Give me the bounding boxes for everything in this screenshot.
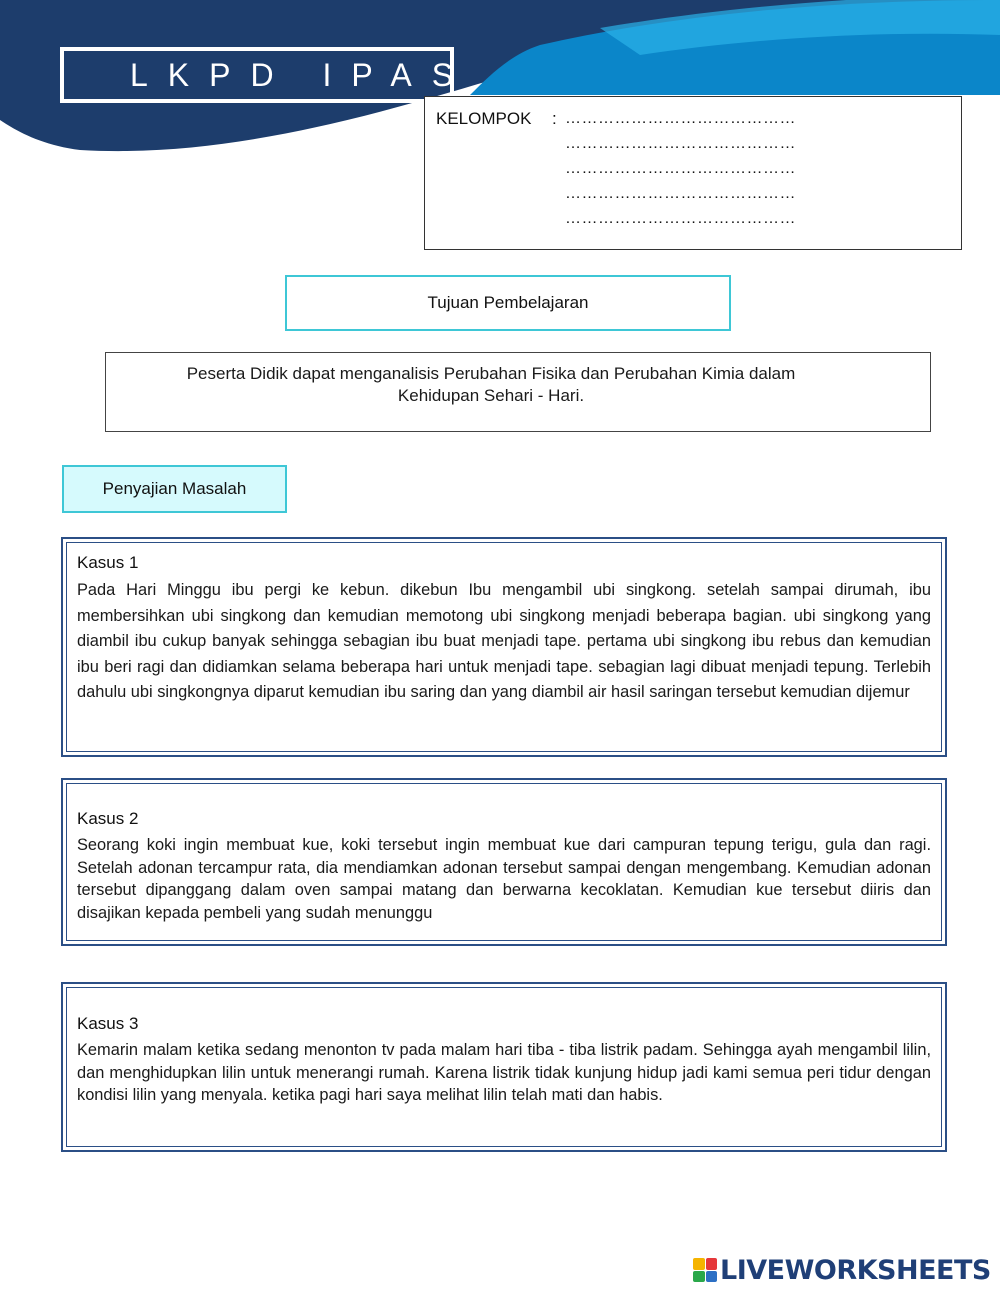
case-title: Kasus 1 (77, 553, 139, 572)
case-card-1 (61, 537, 947, 757)
kelompok-member-line[interactable]: …………………………………… (565, 210, 796, 227)
penyajian-heading: Penyajian Masalah (102, 479, 247, 498)
kelompok-label: KELOMPOK (436, 109, 532, 128)
penyajian-heading-box (62, 465, 287, 513)
case-title: Kasus 3 (77, 1014, 139, 1033)
liveworksheets-wordmark: LIVEWORKSHEETS (720, 1254, 991, 1286)
title-box (60, 47, 474, 103)
kelompok-member-line[interactable]: …………………………………… (565, 160, 796, 177)
kelompok-member-line[interactable]: …………………………………… (565, 110, 796, 127)
case-body: Kemarin malam ketika sedang menonton tv pada malam hari tiba - tiba listrik padam. Sehingga ayah mengambil lilin, dan menghidupkan lilin untuk menerangi rumah. Karena listrik tidak kunjung hidup jadi kami semua peri tidur dengan kondisi lilin yang menyala. ketika pagi hari saya melihat lilin telah mati dan habis. (77, 1041, 931, 1104)
case-card-3 (61, 982, 947, 1152)
case-title: Kasus 2 (77, 809, 139, 828)
tujuan-heading-box (285, 275, 731, 331)
case-body: Seorang koki ingin membuat kue, koki tersebut ingin membuat kue dari campuran tepung terigu, gula dan ragi. Setelah adonan tercampur rata, dia mendiamkan adonan tersebut sampai dengan mengembang. Kemudian adonan tersebut dipanggang dalam oven sampai matang dan berwarna kecoklatan. Kemudian kue tersebut diiris dan disajikan kepada pembeli yang sudah menunggu (77, 836, 931, 922)
case-body: Pada Hari Minggu ibu pergi ke kebun. dikebun Ibu mengambil ubi singkong. setelah sampai dirumah, ibu membersihkan ubi singkong dan kemudian memotong ubi singkong menjadi beberapa bagian. ubi singkong yang diambil ibu cukup banyak sehingga sebagian ibu buat menjadi tape. pertama ubi singkong ibu rebus dan kemudian ibu beri ragi dan didiamkan selama beberapa hari untuk menjadi tape. sebagian lagi dibuat menjadi tepung. Terlebih dahulu ubi singkongnya diparut kemudian ibu saring dan yang diambil air hasil saringan tersebut kemudian dijemur (77, 581, 931, 702)
kelompok-colon: : (552, 109, 557, 128)
tujuan-heading: Tujuan Pembelajaran (427, 293, 589, 312)
liveworksheets-logo-icon (693, 1258, 717, 1282)
learning-goal-text: Peserta Didik dapat menganalisis Perubahan Fisika dan Perubahan Kimia dalam Kehidupan Sehari - Hari. (186, 364, 796, 405)
kelompok-box (424, 96, 962, 250)
learning-goal-box (105, 352, 931, 432)
page-title: LKPD IPAS (130, 57, 474, 93)
kelompok-member-line[interactable]: …………………………………… (565, 135, 796, 152)
case-card-2 (61, 778, 947, 946)
kelompok-member-line[interactable]: …………………………………… (565, 185, 796, 202)
liveworksheets-brand (693, 1255, 991, 1285)
